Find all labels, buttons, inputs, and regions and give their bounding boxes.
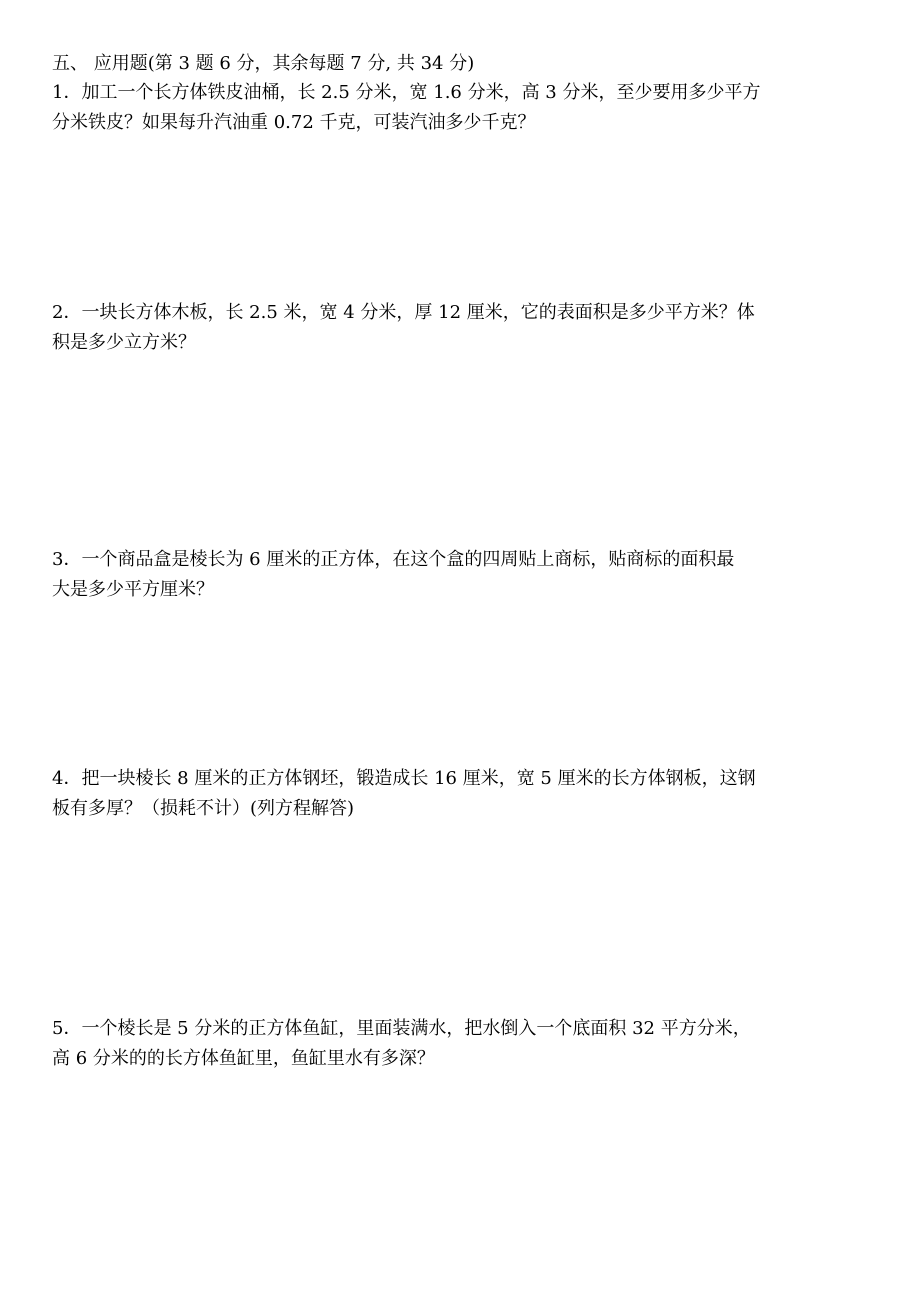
question-1 bbox=[52, 78, 852, 138]
question-3-line-1: 3．一个商品盒是棱长为 6 厘米的正方体，在这个盒的四周贴上商标，贴商标的面积最 bbox=[52, 549, 735, 570]
question-5 bbox=[52, 1014, 852, 1074]
question-3 bbox=[52, 545, 852, 605]
question-2-line-2: 积是多少立方米？ bbox=[52, 332, 196, 353]
question-1-line-1: 1．加工一个长方体铁皮油桶，长 2.5 分米，宽 1.6 分米，高 3 分米，至少要用多少平方 bbox=[52, 82, 761, 103]
question-4-line-2: 板有多厚？（损耗不计）(列方程解答) bbox=[52, 798, 355, 819]
question-2-line-1: 2．一块长方体木板，长 2.5 米，宽 4 分米，厚 12 厘米，它的表面积是多少平方米？体 bbox=[52, 302, 755, 323]
question-4-line-1: 4．把一块棱长 8 厘米的正方体钢坯，锻造成长 16 厘米，宽 5 厘米的长方体钢板，这钢 bbox=[52, 768, 756, 789]
question-5-line-2: 高 6 分米的的长方体鱼缸里，鱼缸里水有多深？ bbox=[52, 1048, 435, 1069]
question-5-line-1: 5．一个棱长是 5 分米的正方体鱼缸，里面装满水，把水倒入一个底面积 32 平方分米， bbox=[52, 1018, 751, 1039]
question-3-line-2: 大是多少平方厘米？ bbox=[52, 579, 214, 600]
question-1-line-2: 分米铁皮？如果每升汽油重 0.72 千克，可装汽油多少千克？ bbox=[52, 112, 536, 133]
question-2 bbox=[52, 298, 852, 358]
question-4 bbox=[52, 764, 852, 824]
section-title: 五、 应用题(第 3 题 6 分，其余每题 7 分, 共 34 分) bbox=[52, 53, 475, 74]
